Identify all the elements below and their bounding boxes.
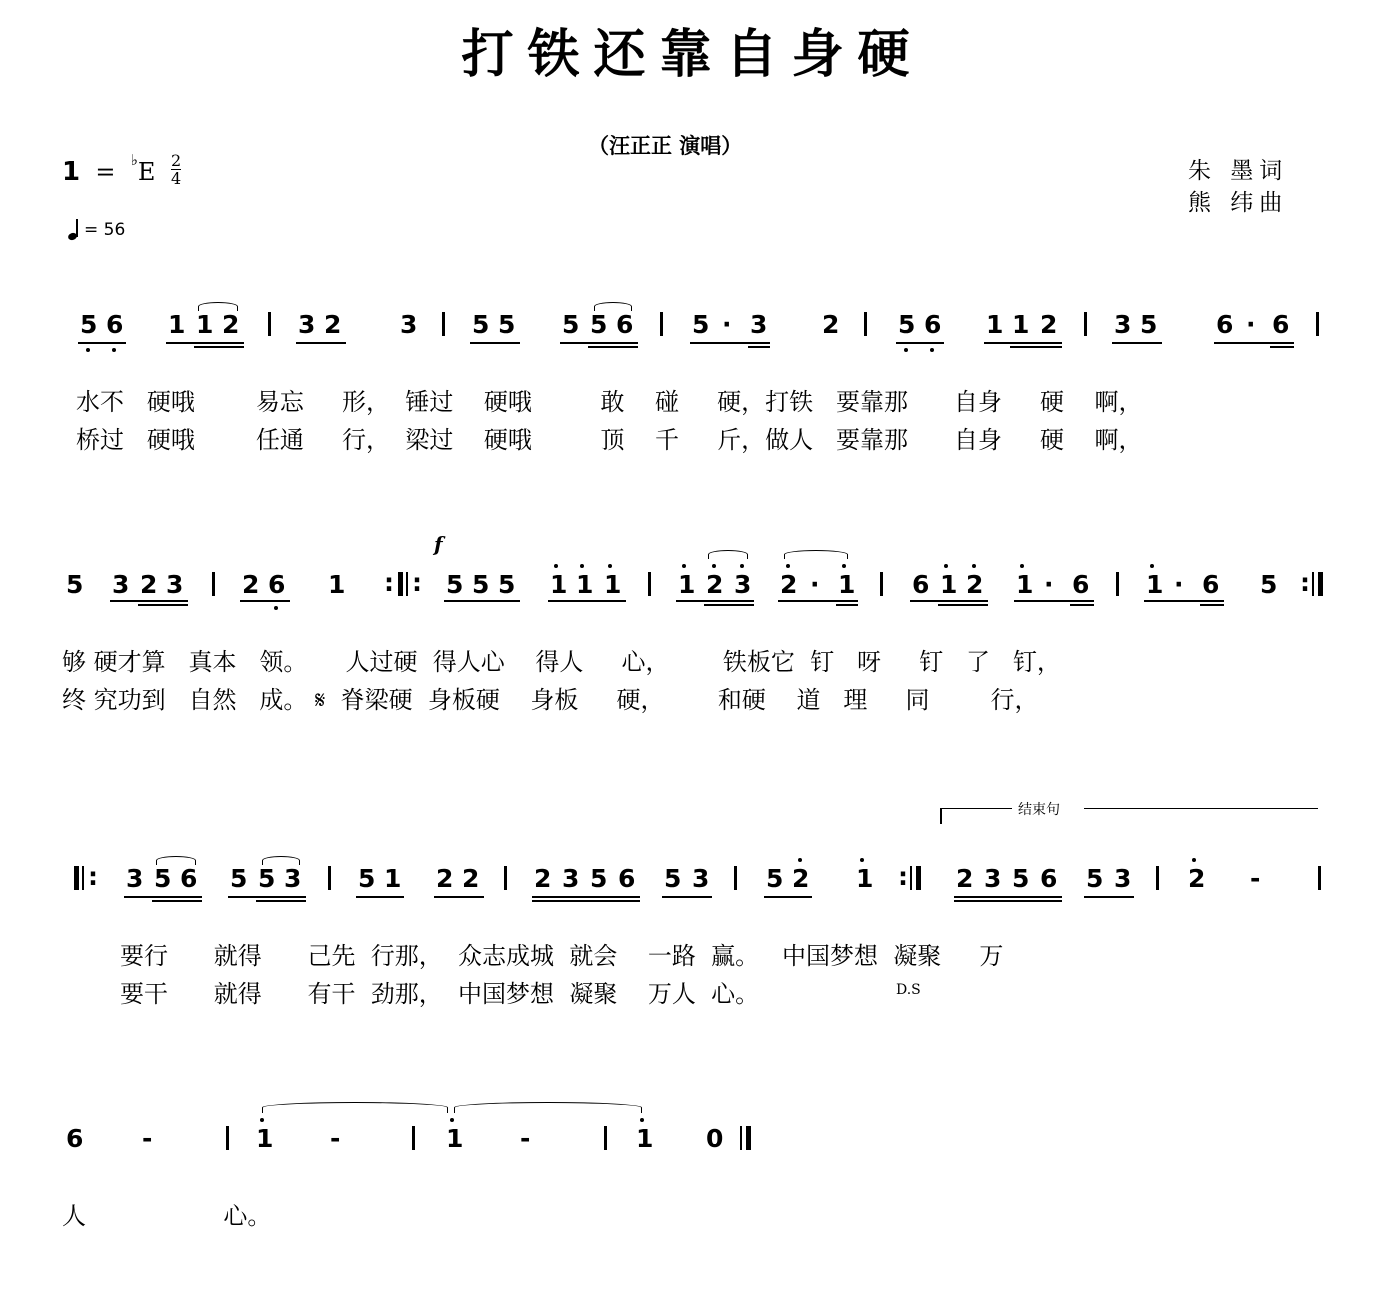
forte-mark: f — [434, 532, 443, 556]
composer-credit: 熊 纬曲 — [1188, 190, 1289, 216]
ds-mark: D.S — [896, 982, 921, 998]
system-2-lyric-verse-1: 够 硬才算 真本 领。 人过硬 得人心 得人 心， 铁板它 钉 呀 钉 了 钉， — [62, 648, 1061, 676]
system-1-lyric-verse-2: 桥过 硬哦 任通 行， 梁过 硬哦 顶 千 斤，做人 要靠那 自身 硬 啊， — [76, 426, 1143, 454]
key-signature: 1 = ♭E $\frac{2}{4}$ — [62, 151, 182, 188]
time-signature: $\frac{2}{4}$ — [170, 151, 182, 188]
tempo-marking: = 56 — [66, 216, 125, 240]
song-title: 打铁还靠自身硬 — [461, 24, 924, 85]
system-3-lyric-verse-1: 要行 就得 己先 行那， 众志成城 就会 一路 赢。 中国梦想 凝聚 万 — [120, 942, 1004, 970]
system-4-lyric: 人 心。 — [62, 1202, 272, 1230]
ending-label: 结束句 — [1018, 802, 1060, 818]
quarter-note-icon — [66, 216, 84, 240]
system-3-lyric-verse-2: 要干 就得 有干 劲那， 中国梦想 凝聚 万人 心。 — [120, 980, 760, 1008]
lyricist-credit: 朱 墨词 — [1188, 158, 1289, 184]
system-2-lyric-verse-2: 终 究功到 自然 成。 𝄋 脊梁硬 身板硬 身板 硬， 和硬 道 理 同 行， — [62, 686, 1039, 714]
singer-credit: （汪正正 演唱） — [588, 134, 743, 158]
system-1-lyric-verse-1: 水不 硬哦 易忘 形， 锤过 硬哦 敢 碰 硬，打铁 要靠那 自身 硬 啊， — [76, 388, 1143, 416]
